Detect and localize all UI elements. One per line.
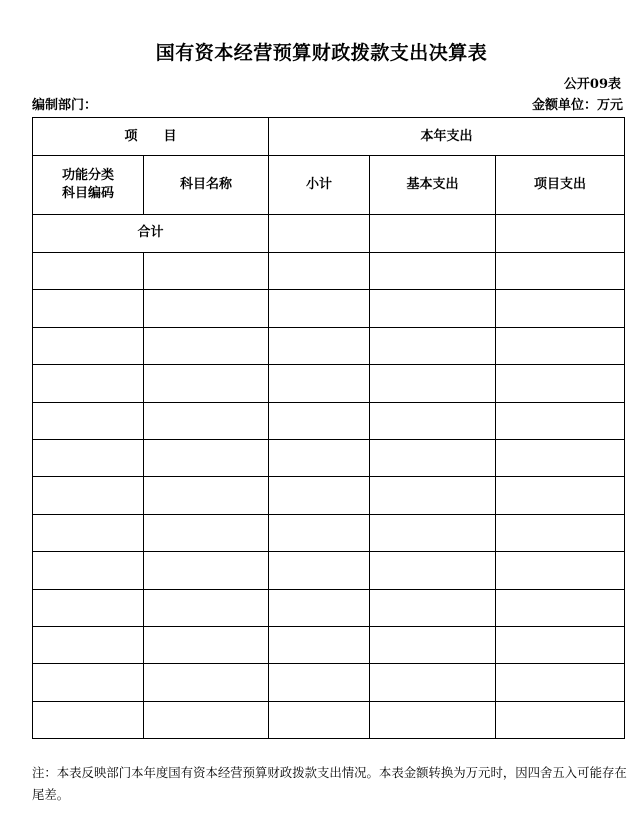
footnote: 注：本表反映部门本年度国有资本经营预算财政拨款支出情况。本表金额转换为万元时，因四舍五入可能存在尾差。 xyxy=(32,765,627,802)
name-cell xyxy=(144,701,269,738)
table-row xyxy=(33,701,625,738)
basic-cell xyxy=(370,626,496,663)
name-cell xyxy=(144,552,269,589)
table-row xyxy=(33,589,625,626)
header-function-code xyxy=(33,156,144,215)
basic-cell xyxy=(370,439,496,476)
name-cell xyxy=(144,253,269,290)
name-cell xyxy=(144,365,269,402)
project-cell xyxy=(496,365,625,402)
name-cell xyxy=(144,626,269,663)
subtotal-cell xyxy=(269,589,370,626)
name-cell xyxy=(144,477,269,514)
amount-unit-label: 金额单位：万元 xyxy=(531,98,623,113)
table-row xyxy=(33,552,625,589)
name-cell xyxy=(144,589,269,626)
code-cell xyxy=(33,664,144,701)
project-cell xyxy=(496,477,625,514)
name-cell xyxy=(144,327,269,364)
subtotal-cell xyxy=(269,477,370,514)
table-row xyxy=(33,253,625,290)
basic-cell xyxy=(370,365,496,402)
header-project-expenditure: 项目支出 xyxy=(496,156,625,215)
project-cell xyxy=(496,327,625,364)
table-row xyxy=(33,514,625,551)
subtotal-cell xyxy=(269,664,370,701)
project-cell xyxy=(496,552,625,589)
department-label: 编制部门： xyxy=(32,98,98,113)
project-cell xyxy=(496,253,625,290)
basic-cell xyxy=(370,664,496,701)
project-cell xyxy=(496,664,625,701)
table-row xyxy=(33,327,625,364)
subtotal-cell xyxy=(269,365,370,402)
total-project-cell xyxy=(496,215,625,253)
basic-cell xyxy=(370,701,496,738)
code-cell xyxy=(33,477,144,514)
basic-cell xyxy=(370,327,496,364)
code-cell xyxy=(33,327,144,364)
subtotal-cell xyxy=(269,514,370,551)
header-subject-name: 科目名称 xyxy=(144,156,269,215)
form-number: 公开09表 xyxy=(563,77,621,92)
code-cell xyxy=(33,439,144,476)
table-row xyxy=(33,626,625,663)
subtotal-cell xyxy=(269,439,370,476)
project-cell xyxy=(496,290,625,327)
subtotal-cell xyxy=(269,253,370,290)
project-cell xyxy=(496,701,625,738)
code-cell xyxy=(33,253,144,290)
subtotal-cell xyxy=(269,327,370,364)
name-cell xyxy=(144,514,269,551)
total-label-cell xyxy=(33,215,269,253)
subtotal-cell xyxy=(269,552,370,589)
total-row xyxy=(33,215,625,253)
code-cell xyxy=(33,552,144,589)
code-cell xyxy=(33,402,144,439)
project-cell xyxy=(496,402,625,439)
subtotal-cell xyxy=(269,290,370,327)
project-cell xyxy=(496,439,625,476)
total-label: 合计 xyxy=(137,224,164,240)
code-cell xyxy=(33,701,144,738)
header-row-group xyxy=(33,118,625,156)
basic-cell xyxy=(370,552,496,589)
project-cell xyxy=(496,589,625,626)
header-row-columns xyxy=(33,156,625,215)
header-function-code-line2: 科目编码 xyxy=(61,186,114,201)
header-item-group: 项 目 xyxy=(33,118,269,156)
basic-cell xyxy=(370,253,496,290)
basic-cell xyxy=(370,402,496,439)
code-cell xyxy=(33,626,144,663)
subtotal-cell xyxy=(269,402,370,439)
header-basic-expenditure: 基本支出 xyxy=(370,156,496,215)
project-cell xyxy=(496,626,625,663)
name-cell xyxy=(144,290,269,327)
subtotal-cell xyxy=(269,701,370,738)
header-current-year-expenditure: 本年支出 xyxy=(269,118,625,156)
name-cell xyxy=(144,664,269,701)
table-row xyxy=(33,477,625,514)
table-row xyxy=(33,290,625,327)
basic-cell xyxy=(370,477,496,514)
total-subtotal-cell xyxy=(269,215,370,253)
project-cell xyxy=(496,514,625,551)
expenditure-table xyxy=(32,117,625,739)
total-basic-cell xyxy=(370,215,496,253)
table-row xyxy=(33,664,625,701)
code-cell xyxy=(33,589,144,626)
table-row xyxy=(33,402,625,439)
name-cell xyxy=(144,402,269,439)
subtotal-cell xyxy=(269,626,370,663)
code-cell xyxy=(33,290,144,327)
table-row xyxy=(33,365,625,402)
name-cell xyxy=(144,439,269,476)
basic-cell xyxy=(370,514,496,551)
header-function-code-line1: 功能分类 xyxy=(61,168,114,183)
basic-cell xyxy=(370,589,496,626)
code-cell xyxy=(33,365,144,402)
basic-cell xyxy=(370,290,496,327)
document-title: 国有资本经营预算财政拨款支出决算表 xyxy=(155,42,488,64)
table-row xyxy=(33,439,625,476)
header-subtotal: 小计 xyxy=(269,156,370,215)
code-cell xyxy=(33,514,144,551)
